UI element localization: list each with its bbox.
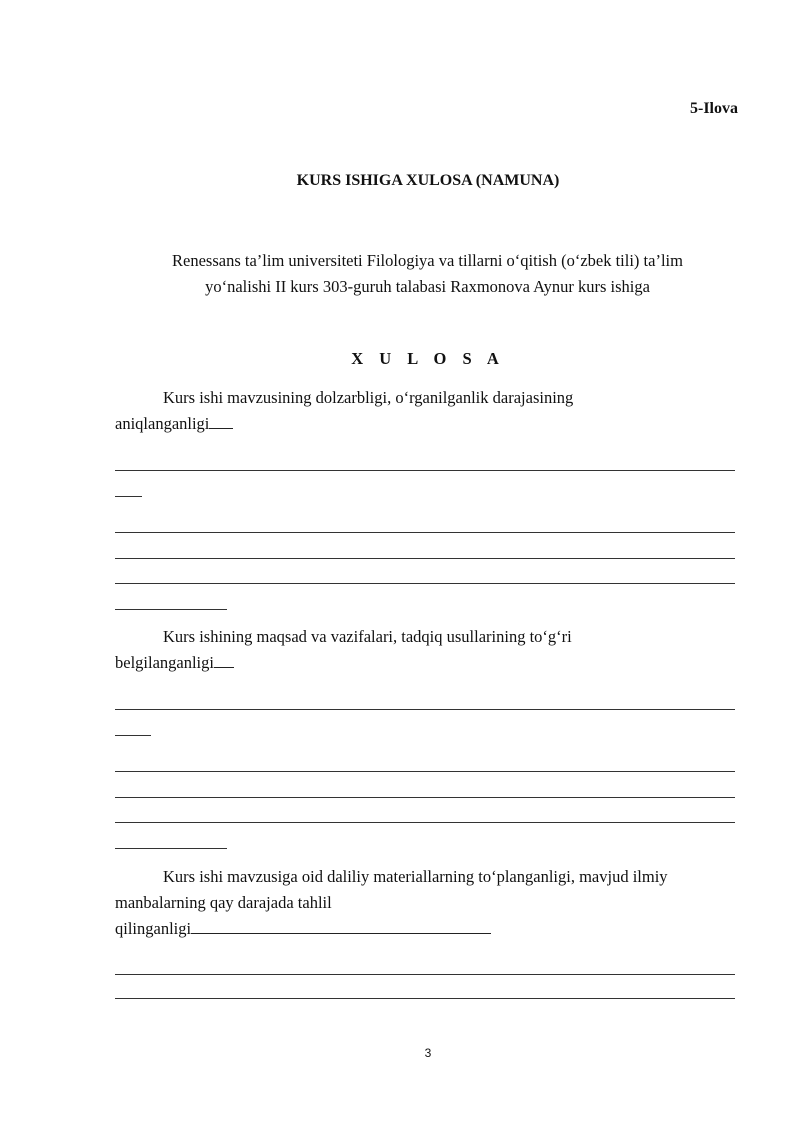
- answer-line[interactable]: [115, 709, 735, 710]
- section-3-blank[interactable]: [191, 917, 491, 934]
- intro-line-2: yo‘nalishi II kurs 303-guruh talabasi Raxmonova Aynur kurs ishiga: [205, 277, 650, 296]
- section-3-prompt: [115, 864, 740, 942]
- section-3-line-3-row: [115, 916, 740, 942]
- answer-line[interactable]: [115, 822, 735, 823]
- answer-line[interactable]: [115, 974, 735, 975]
- answer-line[interactable]: [115, 797, 735, 798]
- section-2-line-1: Kurs ishining maqsad va vazifalari, tadqiq usullarining to‘g‘ri: [163, 627, 572, 646]
- section-1-line-2: aniqlanganligi: [115, 414, 210, 433]
- section-2-prompt: [115, 624, 740, 676]
- section-1-line-1: Kurs ishi mavzusining dolzarbligi, o‘rganilganlik darajasining: [163, 388, 574, 407]
- section-2-line-2: belgilanganligi: [115, 653, 214, 672]
- section-2-blank[interactable]: [214, 651, 234, 668]
- answer-line[interactable]: [115, 609, 227, 610]
- annex-label: 5-Ilova: [690, 100, 738, 117]
- answer-line[interactable]: [115, 848, 227, 849]
- intro-paragraph: [115, 248, 740, 300]
- section-1-prompt: [115, 385, 740, 437]
- conclusion-heading: X U L O S A: [351, 349, 505, 368]
- section-1-blank[interactable]: [209, 412, 233, 429]
- section-3-line-3: qilinganligi: [115, 919, 192, 938]
- section-3-line-1: Kurs ishi mavzusiga oid daliliy materiallarning to‘planganligi, mavjud ilmiy: [163, 867, 668, 886]
- section-1-line-2-row: [115, 411, 740, 437]
- answer-line[interactable]: [115, 470, 735, 471]
- answer-line[interactable]: [115, 558, 735, 559]
- answer-line[interactable]: [115, 532, 735, 533]
- answer-line[interactable]: [115, 735, 151, 736]
- section-2-line-2-row: [115, 650, 740, 676]
- answer-line[interactable]: [115, 583, 735, 584]
- intro-line-1: Renessans ta’lim universiteti Filologiya va tillarni o‘qitish (o‘zbek tili) ta’lim: [172, 251, 683, 270]
- section-3-line-2: manbalarning qay darajada tahlil: [115, 893, 332, 912]
- page-number: 3: [424, 1046, 432, 1060]
- answer-line[interactable]: [115, 496, 142, 497]
- answer-line[interactable]: [115, 998, 735, 999]
- document-title: KURS ISHIGA XULOSA (NAMUNA): [296, 172, 560, 189]
- answer-line[interactable]: [115, 771, 735, 772]
